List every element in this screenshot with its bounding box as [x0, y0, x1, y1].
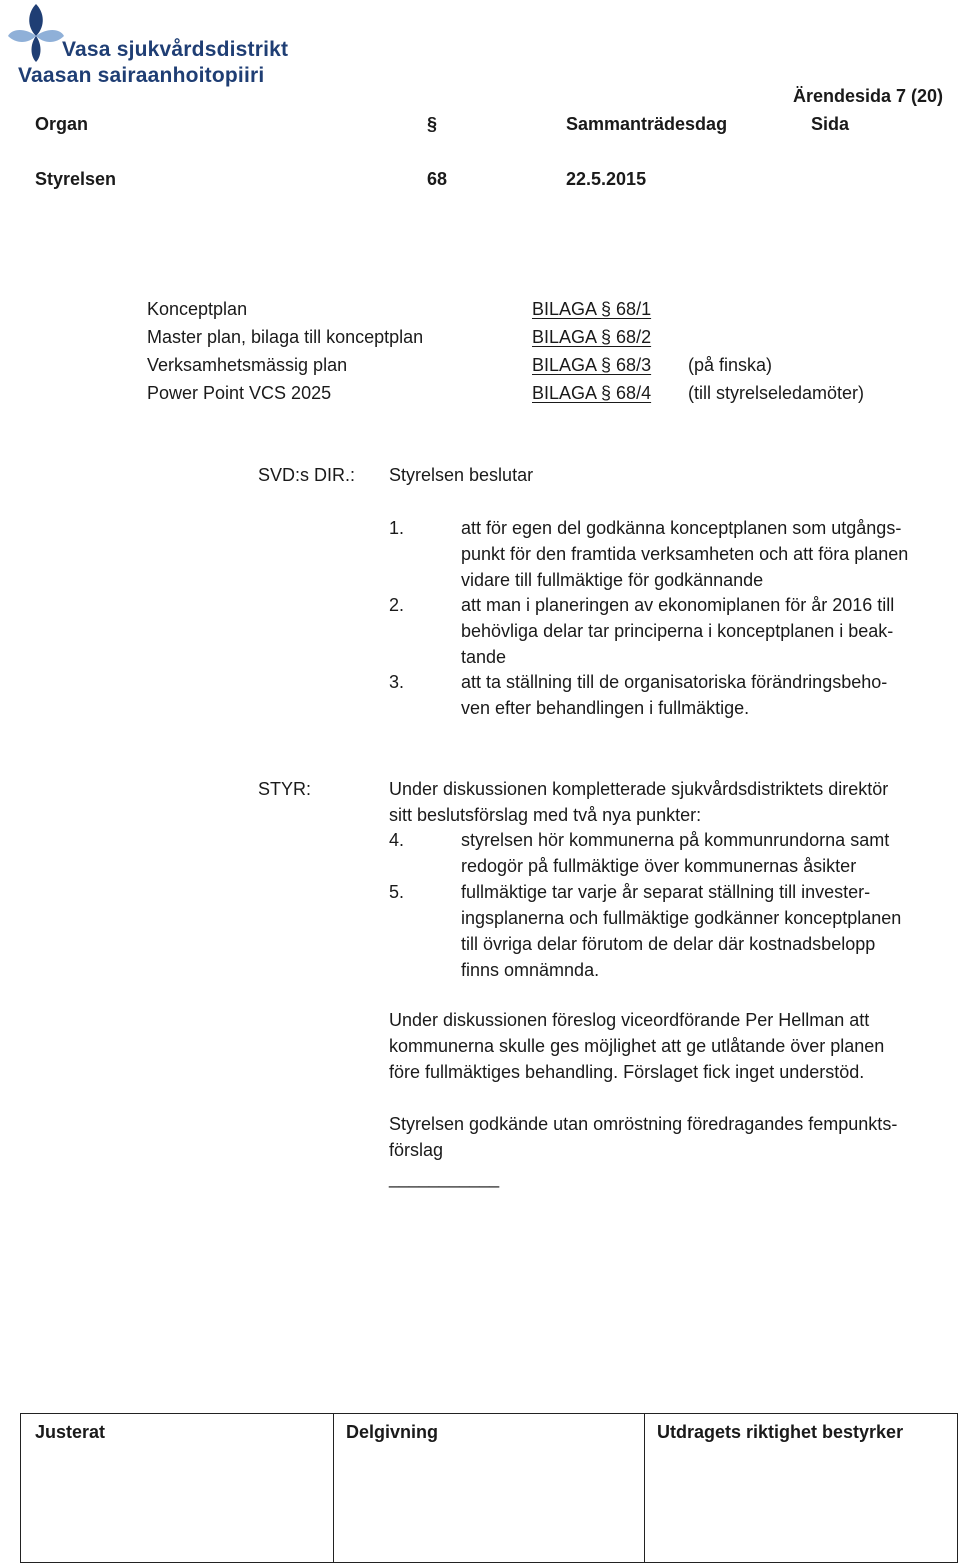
attachment-ref: BILAGA § 68/2	[532, 327, 652, 347]
list-item-line: styrelsen hör kommunerna på kommunrundorna samt	[461, 830, 890, 850]
list-item-line: tande	[461, 647, 507, 667]
proposal-label: SVD:s DIR.:	[258, 465, 356, 485]
attachment-note: (på finska)	[688, 355, 773, 375]
list-item-line: vidare till fullmäktige för godkännande	[461, 570, 764, 590]
approval-paragraph	[389, 1111, 957, 1163]
footer-justerat: Justerat	[35, 1422, 106, 1442]
header-label-sida: Sida	[811, 114, 850, 134]
signature-table	[20, 1413, 958, 1563]
list-item-number: 3.	[389, 672, 405, 692]
list-item-line: att för egen del godkänna konceptplanen som utgångs-	[461, 518, 902, 538]
list-item-number: 5.	[389, 882, 405, 902]
list-item-line: redogör på fullmäktige över kommunernas åsikter	[461, 856, 857, 876]
list-item-line: punkt för den framtida verksamheten och att föra planen	[461, 544, 909, 564]
page-reference: Ärendesida 7 (20)	[793, 86, 944, 106]
separator-line: ___________	[389, 1168, 500, 1188]
paragraph-line: förslag	[389, 1140, 444, 1160]
paragraph-line: sitt beslutsförslag med två nya punkter:	[389, 805, 702, 825]
paragraph-line: Under diskussionen kompletterade sjukvårdsdistriktets direktör	[389, 779, 889, 799]
paragraph-line: Styrelsen godkände utan omröstning föredragandes fempunkts-	[389, 1114, 898, 1134]
paragraph-line: kommunerna skulle ges möjlighet att ge utlåtande över planen	[389, 1036, 885, 1056]
list-item	[461, 827, 957, 879]
attachment-note: (till styrelseledamöter)	[688, 383, 865, 403]
list-item-number: 2.	[389, 595, 405, 615]
attachment-name: Master plan, bilaga till konceptplan	[147, 327, 424, 347]
attachment-ref: BILAGA § 68/3	[532, 355, 652, 375]
logo-text-swedish: Vasa sjukvårdsdistrikt	[62, 38, 289, 61]
attachment-name: Power Point VCS 2025	[147, 383, 332, 403]
list-item-line: fullmäktige tar varje år separat ställning till invester-	[461, 882, 871, 902]
discussion-paragraph	[389, 1007, 957, 1085]
attachment-name: Konceptplan	[147, 299, 248, 319]
list-item-line: ingsplanerna och fullmäktige godkänner konceptplanen	[461, 908, 902, 928]
header-label-date: Sammanträdesdag	[566, 114, 728, 134]
list-item	[461, 879, 957, 983]
footer-delgivning: Delgivning	[346, 1422, 439, 1442]
logo	[0, 0, 300, 95]
logo-text-finnish: Vaasan sairaanhoitopiiri	[18, 64, 265, 87]
decision-label: STYR:	[258, 779, 312, 799]
paragraph-line: Under diskussionen föreslog viceordförande Per Hellman att	[389, 1010, 870, 1030]
header-date-value: 22.5.2015	[566, 169, 647, 189]
list-item-line: att man i planeringen av ekonomiplanen för år 2016 till	[461, 595, 895, 615]
header-organ-value: Styrelsen	[35, 169, 117, 189]
header-section-value: 68	[427, 169, 448, 189]
header-label-section: §	[427, 114, 438, 134]
header-label-organ: Organ	[35, 114, 89, 134]
list-item	[461, 515, 957, 593]
list-item	[461, 669, 957, 721]
list-item-line: behövliga delar tar principerna i konceptplanen i beak-	[461, 621, 894, 641]
proposal-intro: Styrelsen beslutar	[389, 465, 534, 485]
list-item	[461, 592, 957, 670]
attachment-ref: BILAGA § 68/4	[532, 383, 652, 403]
decision-intro	[389, 776, 957, 828]
footer-utdrag: Utdragets riktighet bestyrker	[657, 1422, 904, 1442]
list-item-line: finns omnämnda.	[461, 960, 600, 980]
attachment-name: Verksamhetsmässig plan	[147, 355, 348, 375]
list-item-line: att ta ställning till de organisatoriska förändringsbeho-	[461, 672, 888, 692]
list-item-number: 4.	[389, 830, 405, 850]
attachment-ref: BILAGA § 68/1	[532, 299, 652, 319]
list-item-line: ven efter behandlingen i fullmäktige.	[461, 698, 750, 718]
footer-divider	[333, 1414, 334, 1562]
logo-mark-icon	[6, 2, 66, 64]
footer-divider	[644, 1414, 645, 1562]
paragraph-line: före fullmäktiges behandling. Förslaget fick inget understöd.	[389, 1062, 865, 1082]
list-item-number: 1.	[389, 518, 405, 538]
list-item-line: till övriga delar förutom de delar där kostnadsbelopp	[461, 934, 876, 954]
